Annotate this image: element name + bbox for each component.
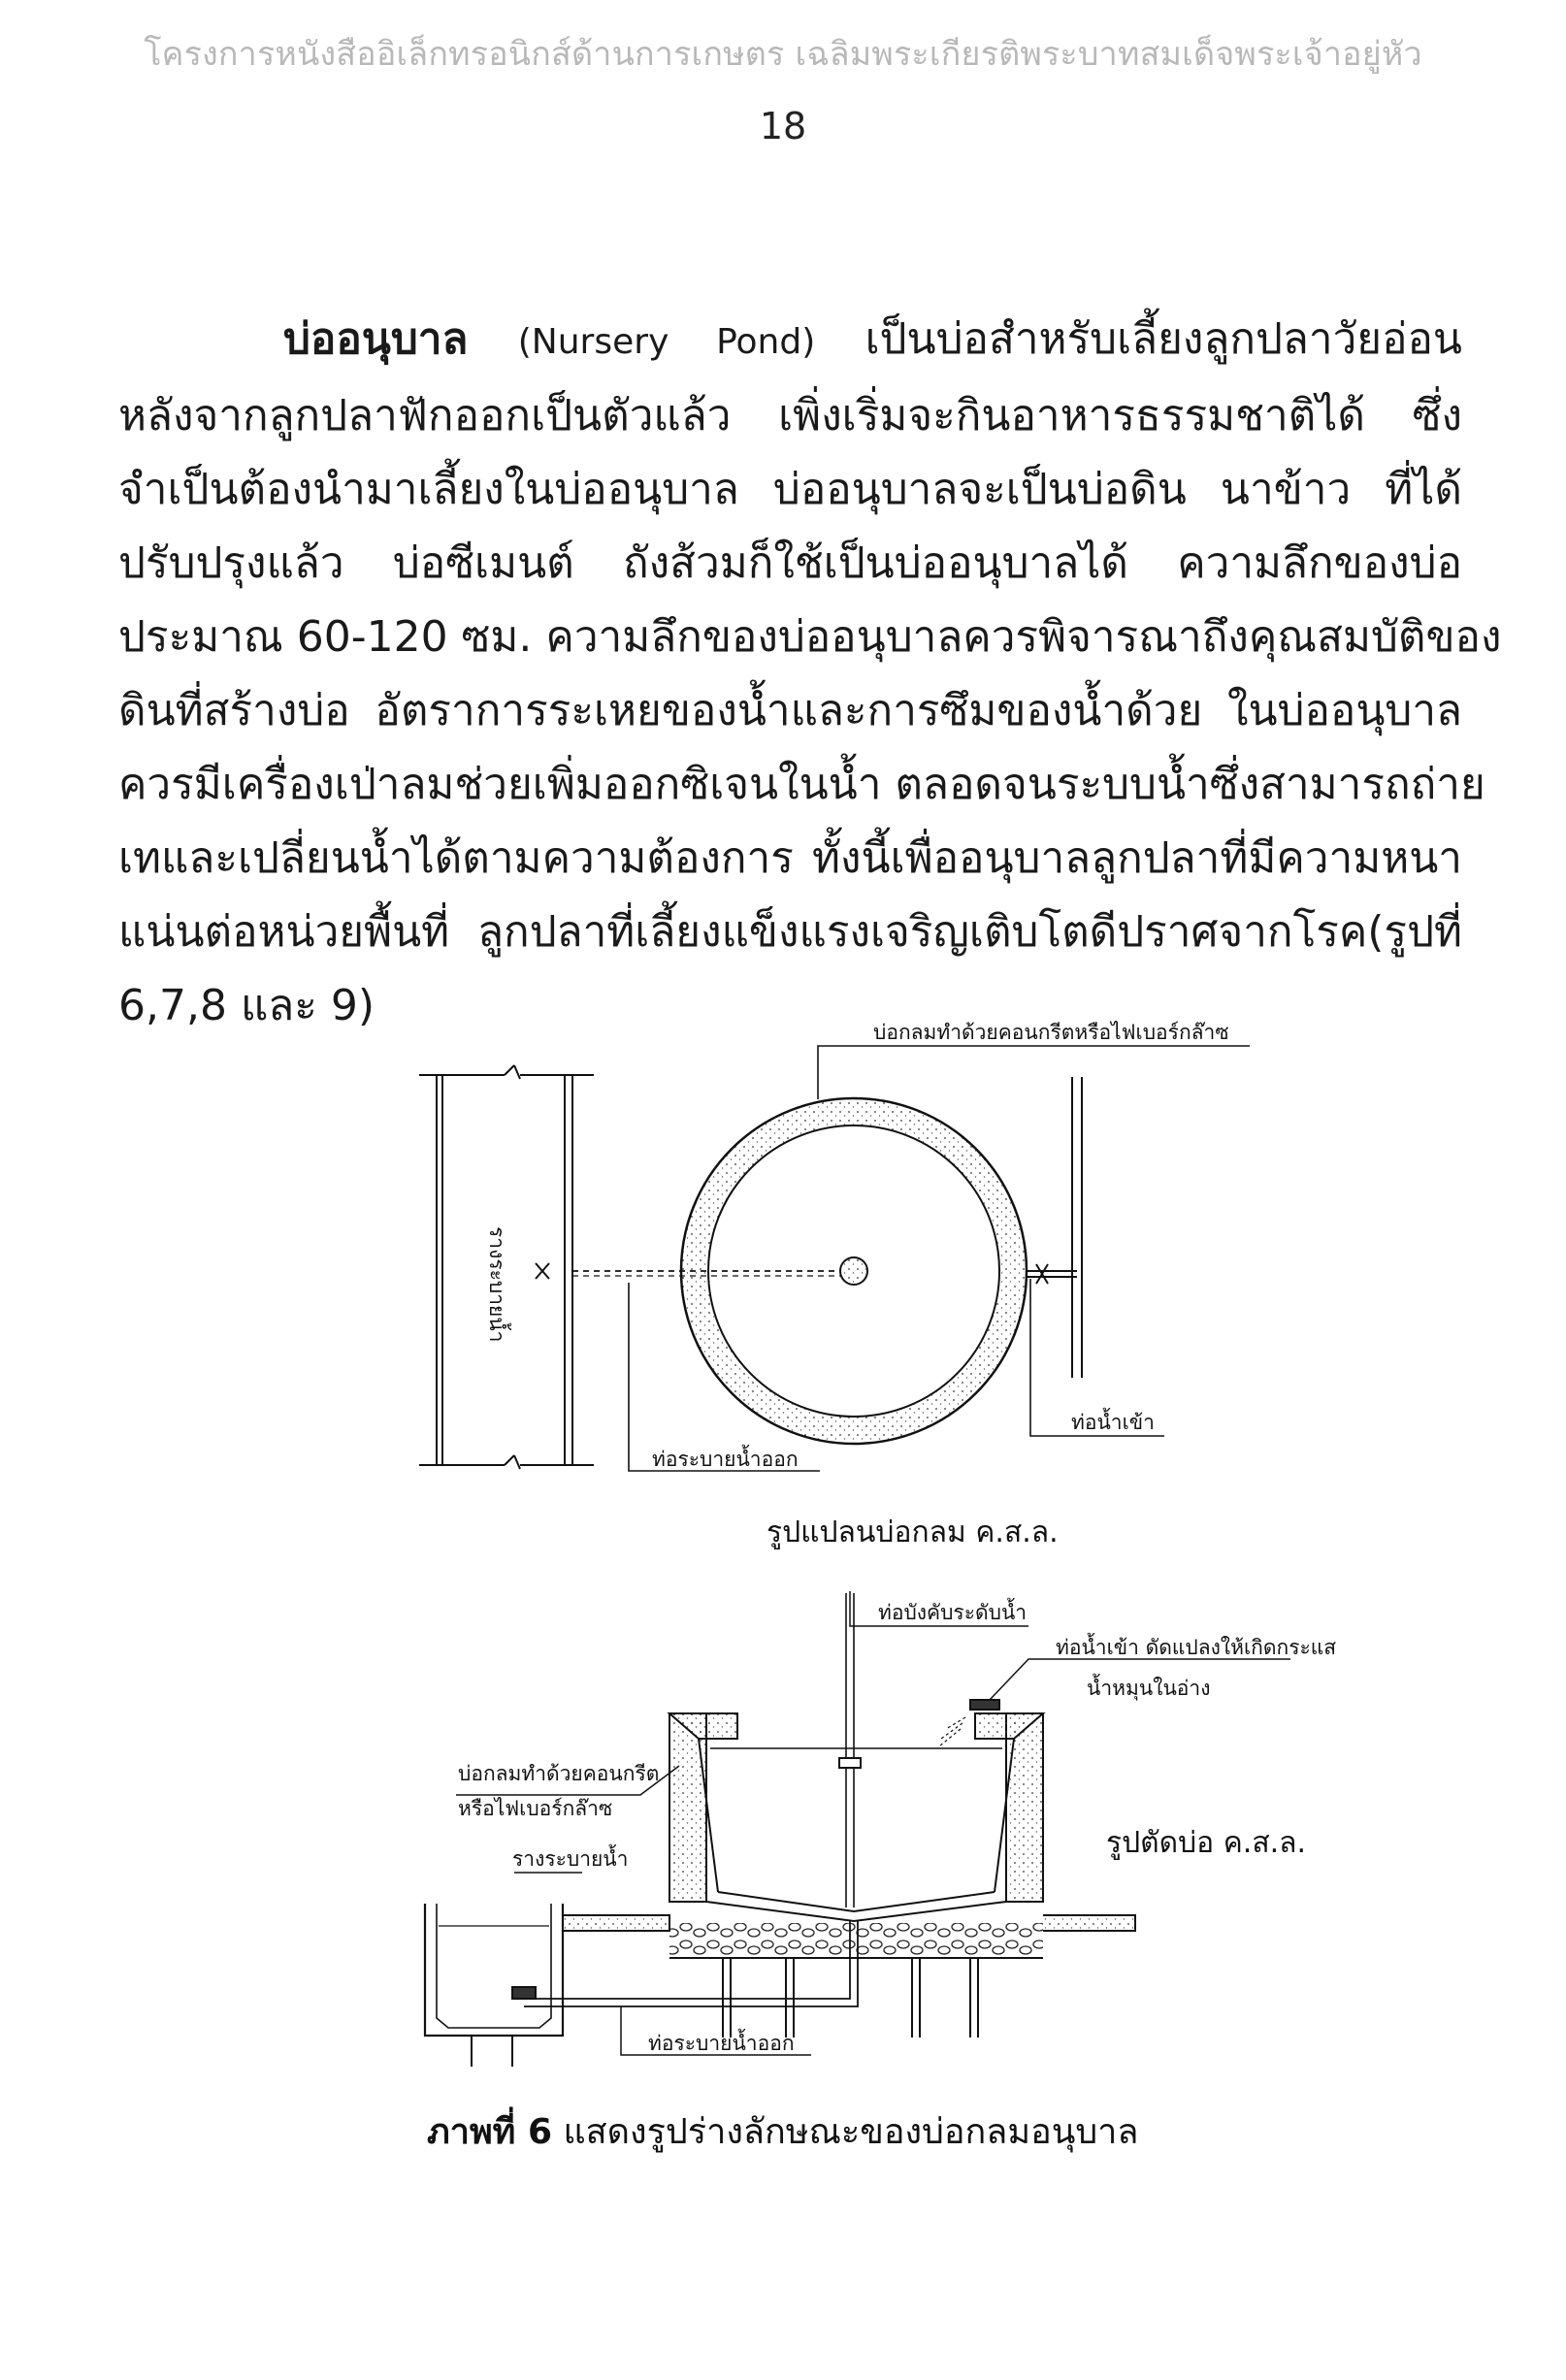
caption-prefix: ภาพที่ 6 — [427, 2112, 552, 2152]
paragraph-line: ประมาณ 60-120 ซม. ความลึกของบ่ออนุบาลควรพิจารณาถึงคุณสมบัติของ — [118, 612, 1502, 662]
paragraph-line: ดินที่สร้างบ่อ อัตราการระเหยของน้ำและการซึมของน้ำด้วย ในบ่ออนุบาล — [118, 686, 1462, 735]
label-inlet-section-1: ท่อน้ำเข้า ดัดแปลงให้เกิดกระแส — [1056, 1636, 1337, 1659]
page-number: 18 — [759, 105, 807, 147]
label-outlet-plan: ท่อระบายน้ำออก — [652, 1448, 799, 1471]
label-inlet-plan: ท่อน้ำเข้า — [1071, 1411, 1155, 1434]
paragraph-line: ปรับปรุงแล้ว บ่อซีเมนต์ ถังส้วมก็ใช้เป็นบ่ออนุบาลได้ ความลึกของบ่อ — [118, 538, 1462, 588]
line-text: เป็นบ่อสำหรับเลี้ยงลูกปลาวัยอ่อน — [865, 314, 1462, 364]
figure-caption — [427, 2103, 1138, 2159]
page-header: โครงการหนังสืออิเล็กทรอนิกส์ด้านการเกษตร เฉลิมพระเกียรติพระบาทสมเด็จพระเจ้าอยู่หัว — [144, 35, 1422, 74]
paragraph-line: 6,7,8 และ 9) — [118, 981, 375, 1030]
label-outlet-section: ท่อระบายน้ำออก — [648, 2032, 795, 2055]
plan-subcaption: รูปแปลนบ่อกลม ค.ส.ล. — [767, 1516, 1059, 1549]
section-subcaption: รูปตัดบ่อ ค.ส.ล. — [1106, 1826, 1307, 1860]
paragraph-line: ควรมีเครื่องเป่าลมช่วยเพิ่มออกซิเจนในน้ำ ตลอดจนระบบน้ำซึ่งสามารถถ่าย — [118, 760, 1485, 809]
paragraph-line: แน่นต่อหน่วยพื้นที่ ลูกปลาที่เลี้ยงแข็งแรงเจริญเติบโตดีปราศจากโรค(รูปที่ — [118, 907, 1462, 957]
term-english: (Nursery Pond) — [517, 322, 816, 362]
label-tank-section-1: บ่อกลมทำด้วยคอนกรีต — [458, 1762, 660, 1785]
paragraph-line: จำเป็นต้องนำมาเลี้ยงในบ่ออนุบาล บ่ออนุบาลจะเป็นบ่อดิน นาข้าว ที่ได้ — [118, 465, 1462, 514]
paragraph-line: หลังจากลูกปลาฟักออกเป็นตัวแล้ว เพิ่งเริ่มจะกินอาหารธรรมชาติได้ ซึ่ง — [118, 391, 1462, 440]
label-tank-plan: บ่อกลมทำด้วยคอนกรีตหรือไฟเบอร์กล๊าซ — [873, 1021, 1229, 1044]
label-inlet-section-2: น้ำหมุนในอ่าง — [1087, 1677, 1211, 1700]
term-heading: บ่ออนุบาล — [283, 314, 469, 364]
label-tank-section-2: หรือไฟเบอร์กล๊าซ — [458, 1797, 613, 1820]
paragraph-line: เทและเปลี่ยนน้ำได้ตามความต้องการ ทั้งนี้เพื่ออนุบาลลูกปลาที่มีความหนา — [118, 833, 1462, 883]
label-channel-section: รางระบายน้ำ — [512, 1847, 629, 1871]
label-level-pipe: ท่อบังคับระดับน้ำ — [878, 1601, 1028, 1624]
label-channel-plan: รางระบายน้ำ — [485, 1226, 508, 1343]
caption-text: แสดงรูปร่างลักษณะของบ่อกลมอนุบาล — [563, 2112, 1139, 2152]
